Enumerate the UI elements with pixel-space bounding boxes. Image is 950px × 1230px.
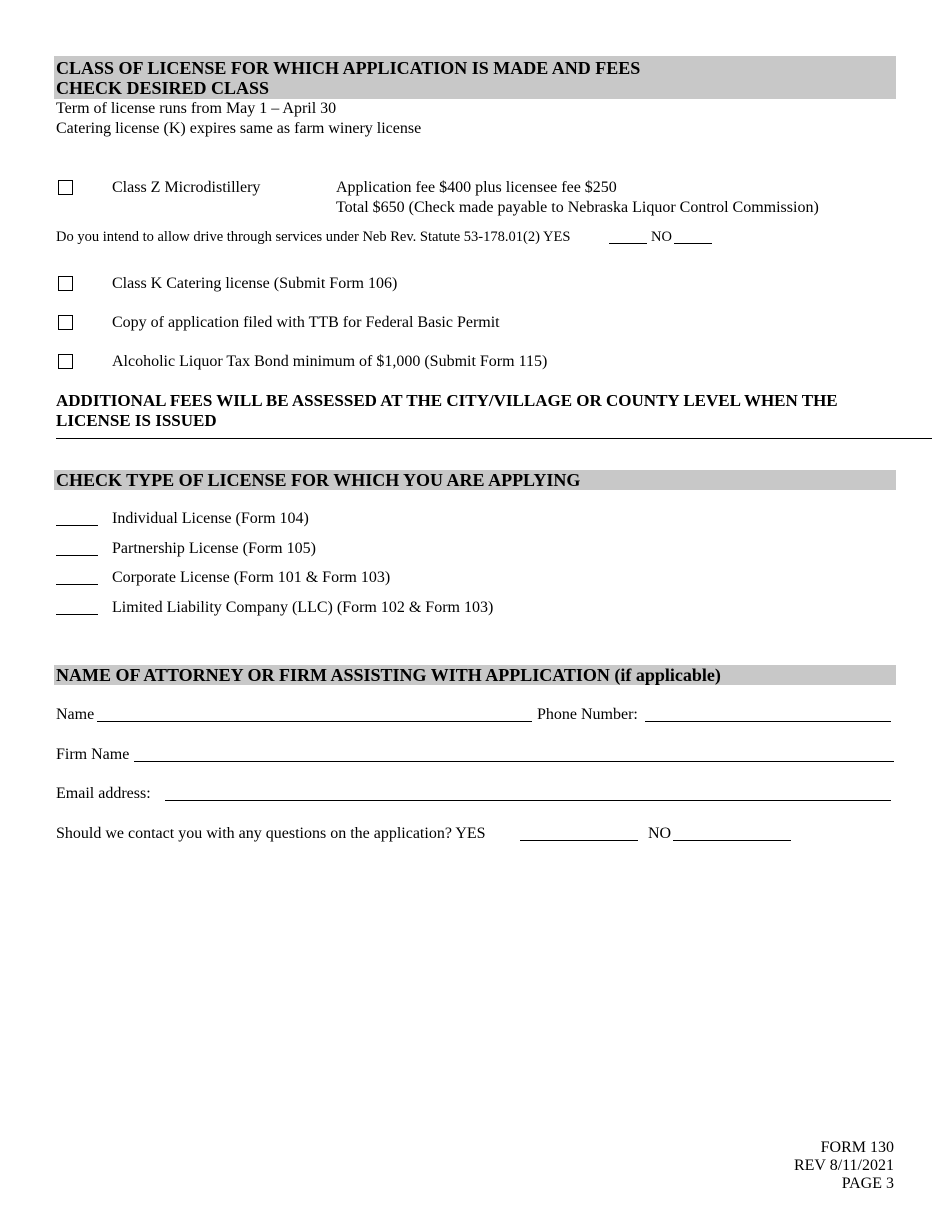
- firm-name-label: Firm Name: [56, 746, 130, 763]
- drive-through-yes-field[interactable]: [609, 229, 647, 244]
- license-type-header: CHECK TYPE OF LICENSE FOR WHICH YOU ARE APPLYING: [54, 470, 896, 490]
- footer-page-number: PAGE 3: [841, 1175, 894, 1192]
- footer-form-number: FORM 130: [820, 1139, 894, 1156]
- class-z-fee-line1: Application fee $400 plus licensee fee $250: [336, 179, 617, 196]
- class-z-checkbox[interactable]: [58, 180, 73, 195]
- check-desired-class-title: CHECK DESIRED CLASS: [56, 78, 270, 98]
- additional-fees-line1: ADDITIONAL FEES WILL BE ASSESSED AT THE CITY/VILLAGE OR COUNTY LEVEL WHEN THE: [56, 391, 838, 410]
- attorney-name-label: Name: [56, 706, 95, 723]
- contact-no-label: NO: [648, 825, 672, 842]
- individual-license-blank[interactable]: [56, 511, 98, 526]
- attorney-header: NAME OF ATTORNEY OR FIRM ASSISTING WITH APPLICATION (if applicable): [54, 665, 896, 685]
- phone-number-label: Phone Number:: [537, 706, 638, 723]
- email-address-label: Email address:: [56, 785, 151, 802]
- attorney-name-field[interactable]: [97, 707, 532, 722]
- phone-number-field[interactable]: [645, 707, 891, 722]
- contact-yes-field[interactable]: [520, 826, 638, 841]
- class-of-license-header: [54, 56, 896, 99]
- class-z-label: Class Z Microdistillery: [112, 179, 261, 196]
- drive-through-no-field[interactable]: [674, 229, 712, 244]
- contact-question: Should we contact you with any questions on the application? YES: [56, 825, 486, 842]
- llc-license-blank[interactable]: [56, 600, 98, 615]
- class-k-checkbox[interactable]: [58, 276, 73, 291]
- individual-license-label: Individual License (Form 104): [112, 510, 309, 527]
- contact-no-field[interactable]: [673, 826, 791, 841]
- class-z-fee-line2: Total $650 (Check made payable to Nebraska Liquor Control Commission): [336, 199, 819, 216]
- additional-fees-line2: LICENSE IS ISSUED: [56, 411, 217, 430]
- tax-bond-label: Alcoholic Liquor Tax Bond minimum of $1,000 (Submit Form 115): [112, 353, 548, 370]
- ttb-copy-checkbox[interactable]: [58, 315, 73, 330]
- drive-through-no-label: NO: [651, 229, 672, 245]
- corporate-license-blank[interactable]: [56, 570, 98, 585]
- llc-license-label: Limited Liability Company (LLC) (Form 102 & Form 103): [112, 599, 494, 616]
- corporate-license-label: Corporate License (Form 101 & Form 103): [112, 569, 391, 586]
- partnership-license-blank[interactable]: [56, 541, 98, 556]
- section-divider: [56, 438, 932, 439]
- class-of-license-title: CLASS OF LICENSE FOR WHICH APPLICATION IS MADE AND FEES: [56, 58, 641, 78]
- footer-revision: REV 8/11/2021: [793, 1157, 894, 1174]
- term-note: Term of license runs from May 1 – April 30: [56, 100, 337, 117]
- class-k-label: Class K Catering license (Submit Form 106): [112, 275, 398, 292]
- firm-name-field[interactable]: [134, 747, 894, 762]
- partnership-license-label: Partnership License (Form 105): [112, 540, 316, 557]
- tax-bond-checkbox[interactable]: [58, 354, 73, 369]
- email-address-field[interactable]: [165, 786, 891, 801]
- drive-through-question: Do you intend to allow drive through services under Neb Rev. Statute 53-178.01(2) YES: [56, 229, 571, 245]
- catering-note: Catering license (K) expires same as farm winery license: [56, 120, 422, 137]
- ttb-copy-label: Copy of application filed with TTB for Federal Basic Permit: [112, 314, 500, 331]
